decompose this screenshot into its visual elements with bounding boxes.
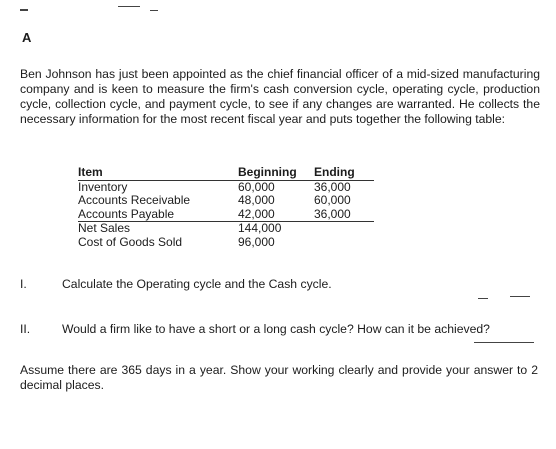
table-header-beginning: Beginning: [238, 166, 314, 180]
table-cell: 36,000: [314, 208, 374, 222]
question-2: [20, 322, 550, 336]
table-row: [78, 180, 374, 194]
scan-mark-left: [20, 9, 28, 11]
question-text: Would a firm like to have a short or a long cash cycle? How can it be achieved?: [62, 322, 490, 336]
table-cell: [314, 222, 374, 236]
table-cell: 48,000: [238, 193, 275, 207]
table-header-item: Item: [78, 166, 238, 180]
question-number: II.: [20, 322, 31, 336]
table-cell: 96,000: [238, 234, 275, 249]
scan-mark-right: [478, 298, 488, 299]
table-row: [78, 208, 374, 222]
table-cell: Net Sales: [78, 221, 131, 235]
table-cell: Accounts Payable: [78, 208, 238, 222]
table-cell: 36,000: [314, 179, 351, 194]
table-header-row: [78, 166, 374, 180]
scan-mark-top-2: [150, 10, 158, 11]
table-row: [78, 236, 374, 250]
scan-mark-right-3: [474, 342, 534, 343]
table-cell: Cost of Goods Sold: [78, 234, 183, 249]
instructions-paragraph: Assume there are 365 days in a year. Show your working clearly and provide your answer to 2 decimal places.: [20, 363, 538, 392]
table-cell: [314, 236, 374, 250]
table-cell: 42,000: [238, 208, 314, 222]
table-row: [78, 222, 374, 236]
table-cell: 60,000: [314, 193, 351, 207]
table-header-ending: Ending: [314, 166, 374, 180]
question-1: [20, 277, 550, 291]
table-cell: 60,000: [238, 179, 275, 194]
scan-mark-top: [118, 6, 140, 7]
question-number: I.: [20, 277, 27, 291]
table-cell: Accounts Receivable: [78, 193, 191, 207]
table-cell: 144,000: [238, 221, 282, 235]
question-text: Calculate the Operating cycle and the Cash cycle.: [62, 277, 332, 291]
scan-mark-right-2: [510, 296, 530, 297]
intro-paragraph: Ben Johnson has just been appointed as the chief financial officer of a mid-sized manufacturing company and is keen to measure the firm's cash conversion cycle, operating cycle, production cycle, collection cycle, and payment cycle, to see if any changes are warranted. He collects the necessary information for the most recent fiscal year and puts together the following table:: [20, 67, 540, 126]
financial-data-table: [78, 166, 374, 249]
table-cell: Inventory: [78, 179, 128, 194]
section-letter: A: [22, 30, 32, 45]
table-row: [78, 194, 374, 208]
